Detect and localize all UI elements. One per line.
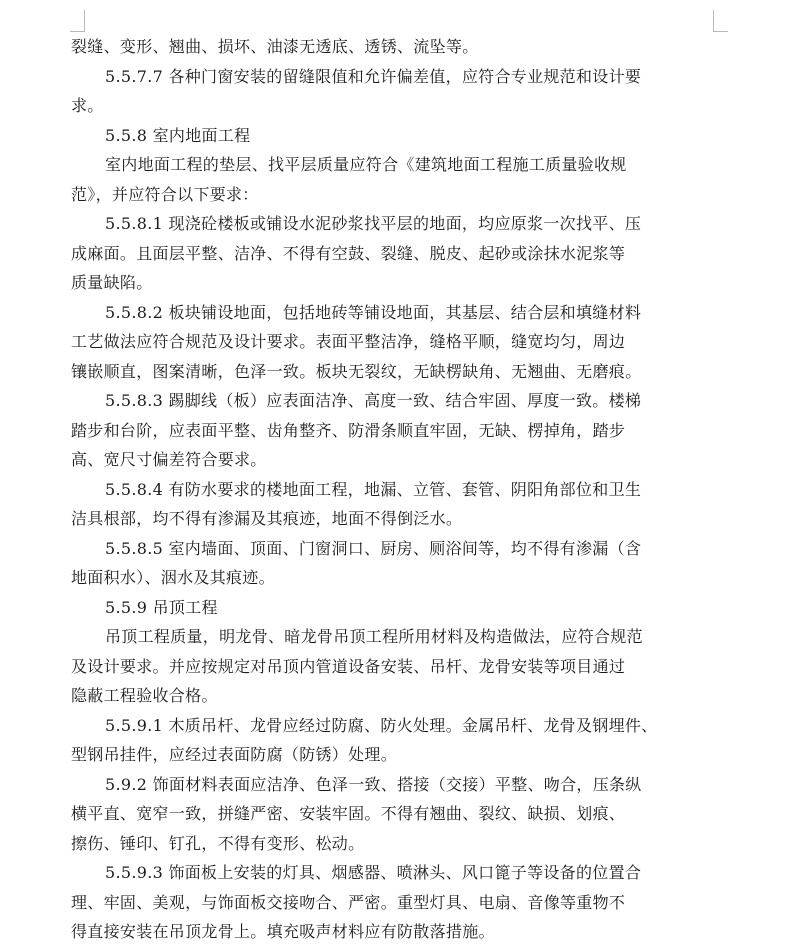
text-line: 范》，并应符合以下要求：: [71, 184, 259, 204]
text-line: 得直接安装在吊顶龙骨上。填充吸声材料应有防散落措施。: [71, 922, 495, 941]
text-line: 5.5.9 吊顶工程: [105, 597, 218, 617]
text-line: 擦伤、锤印、钉孔，不得有变形、松动。: [71, 833, 365, 853]
text-line: 理、牢固、美观，与饰面板交接吻合、严密。重型灯具、电扇、音像等重物不: [71, 892, 626, 912]
text-line: 5.5.8.2 板块铺设地面，包括地砖等铺设地面，其基层、结合层和填缝材料: [105, 302, 642, 322]
text-line: 吊顶工程质量，明龙骨、暗龙骨吊顶工程所用材料及构造做法，应符合规范: [105, 627, 643, 646]
document-body: [71, 32, 719, 947]
text-line: 质量缺陷。: [71, 273, 153, 292]
text-line: 5.5.8.5 室内墙面、顶面、门窗洞口、厨房、厕浴间等，均不得有渗漏（含: [105, 538, 642, 558]
text-line: 工艺做法应符合规范及设计要求。表面平整洁净，缝格平顺，缝宽均匀，周边: [71, 332, 626, 351]
text-line: 地面积水）、洇水及其痕迹。: [71, 568, 275, 587]
text-line: 5.5.7.7 各种门窗安装的留缝限值和允许偏差值，应符合专业规范和设计要: [105, 66, 642, 86]
text-line: 隐蔽工程验收合格。: [71, 686, 218, 705]
margin-corner-mark-top-right: [713, 10, 728, 32]
text-line: 型钢吊挂件，应经过表面防腐（防锈）处理。: [71, 745, 398, 764]
text-line: 高、宽尺寸偏差符合要求。: [71, 450, 267, 469]
text-line: 成麻面。且面层平整、洁净、不得有空鼓、裂缝、脱皮、起砂或涂抹水泥浆等: [71, 243, 626, 263]
text-line: 5.5.8 室内地面工程: [105, 125, 251, 145]
text-line: 5.5.8.4 有防水要求的楼地面工程，地漏、立管、套管、阴阳角部位和卫生: [105, 479, 642, 499]
text-line: 求。: [71, 96, 104, 115]
text-line: 及设计要求。并应按规定对吊顶内管道设备安装、吊杆、龙骨安装等项目通过: [71, 656, 626, 676]
text-line: 5.5.9.3 饰面板上安装的灯具、烟感器、喷淋头、风口篦子等设备的位置合: [105, 863, 642, 882]
text-line: 5.9.2 饰面材料表面应洁净、色泽一致、搭接（交接）平整、吻合，压条纵: [105, 774, 642, 794]
text-line: 5.5.8.1 现浇砼楼板或铺设水泥砂浆找平层的地面，均应原浆一次找平、压: [105, 214, 642, 233]
margin-corner-mark-top-left: [70, 10, 85, 32]
text-line: 横平直、宽窄一致，拼缝严密、安装牢固。不得有翘曲、裂纹、缺损、划痕、: [71, 804, 626, 823]
text-line: 裂缝、变形、翘曲、损坏、油漆无透底、透锈、流坠等。: [71, 37, 479, 56]
text-line: 5.5.9.1 木质吊杆、龙骨应经过防腐、防火处理。金属吊杆、龙骨及钢埋件、: [105, 715, 658, 735]
text-line: 镶嵌顺直，图案清晰，色泽一致。板块无裂纹，无缺楞缺角、无翘曲、无磨痕。: [71, 361, 642, 381]
text-line: 5.5.8.3 踢脚线（板）应表面洁净、高度一致、结合牢固、厚度一致。楼梯: [105, 391, 642, 410]
text-line: 洁具根部，均不得有渗漏及其痕迹，地面不得倒泛水。: [71, 509, 463, 528]
text-line: 踏步和台阶，应表面平整、齿角整齐、防滑条顺直牢固，无缺、楞掉角，踏步: [71, 420, 626, 440]
text-line: 室内地面工程的垫层、找平层质量应符合《建筑地面工程施工质量验收规: [105, 155, 627, 174]
